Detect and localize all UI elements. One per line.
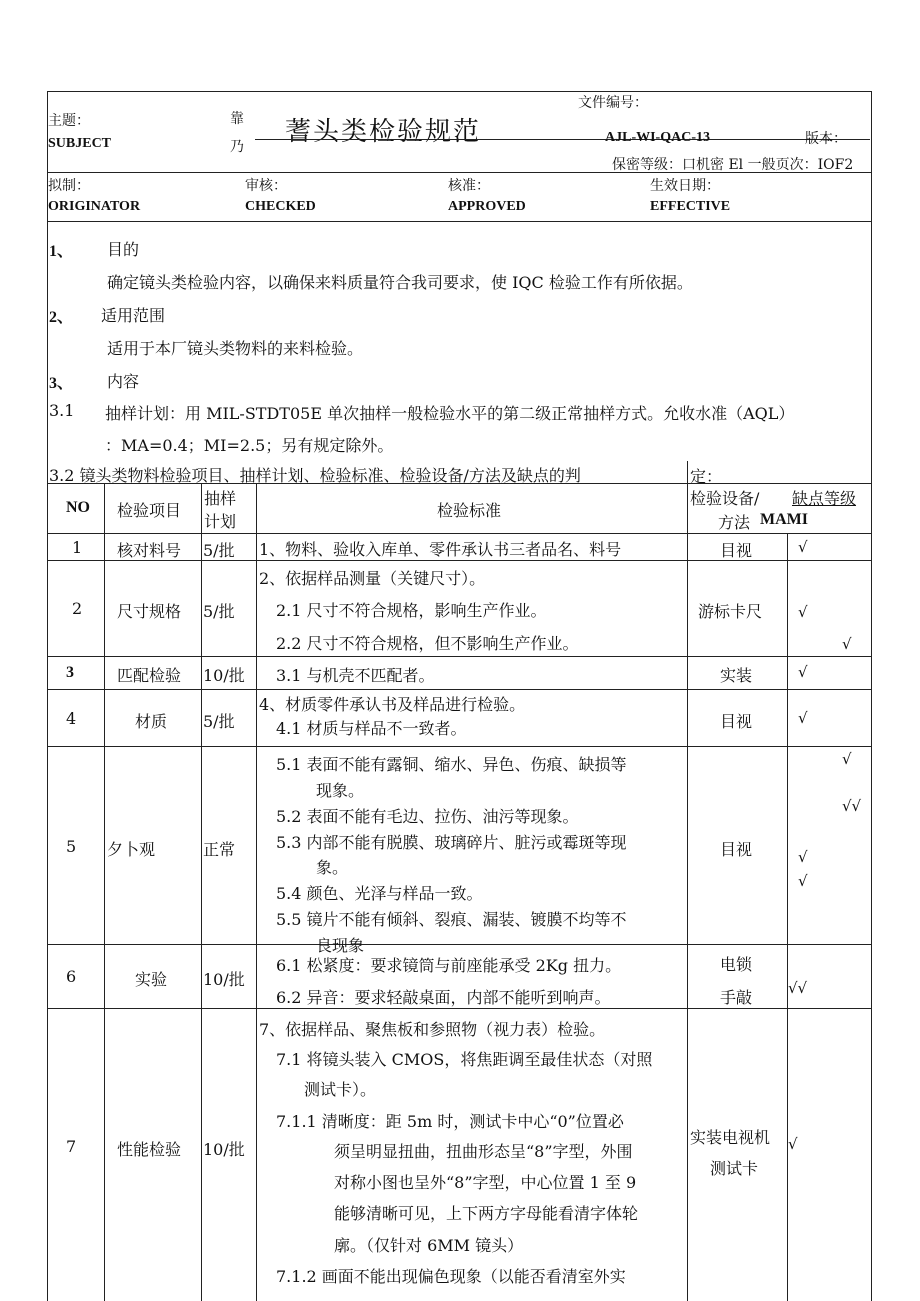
col-equip-header: 检验设备/ [690, 489, 760, 508]
section-2-title: 适用范围 [101, 306, 166, 325]
row-5-no: 5 [66, 837, 77, 856]
row-2-item: 尺寸规格 [117, 602, 182, 621]
nai-char: 乃 [230, 139, 244, 155]
version-label: 版本： [805, 131, 847, 147]
col-mami-header: MAMI [760, 511, 808, 528]
row-2-standard-2: 2.2 尺寸不符合规格，但不影响生产作业。 [276, 634, 579, 653]
row-6-no: 6 [66, 967, 77, 986]
row-4-check-ma: √ [798, 709, 808, 727]
row-5-plan: 正常 [203, 840, 236, 859]
section-1-title: 目的 [107, 240, 140, 259]
row-4-standard-1: 4.1 材质与样品不一致者。 [276, 719, 467, 738]
subject-label-cn: 主题： [48, 113, 90, 129]
row-1-plan: 5/批 [203, 541, 235, 560]
row-1-no: 1 [72, 538, 83, 557]
section-3-1-number: 3.1 [49, 401, 75, 420]
section-3-1-text: 抽样计划：用 MIL-STDT05E 单次抽样一般检验水平的第二级正常抽样方式。允收水准（AQL） [105, 404, 795, 423]
row-5-check-1: √ [842, 750, 852, 768]
doc-code-clip [605, 130, 745, 145]
kao-char: 靠 [230, 111, 244, 127]
row-6-standard-2: 6.2 异音：要求轻敲桌面，内部不能听到响声。 [276, 988, 611, 1007]
doc-no-label: 文件编号： [578, 95, 648, 111]
approved-label-cn: 核准： [448, 178, 490, 194]
checked-label-cn: 审核： [245, 178, 287, 194]
row-7-no: 7 [66, 1137, 77, 1156]
col-grade-header: 缺点等级 [792, 489, 857, 508]
document-code: AJL-WI-QAC-13 [605, 130, 710, 145]
row-5-standard-4: 5.4 颜色、光泽与样品一致。 [276, 884, 483, 903]
row-5-check-3: √ [798, 848, 808, 866]
row-2-no: 2 [72, 599, 83, 618]
row-6-equipment-2: 手敲 [720, 988, 753, 1007]
originator-label-cn: 拟制： [48, 178, 90, 194]
row-2-plan: 5/批 [203, 602, 235, 621]
effective-label-en: EFFECTIVE [650, 199, 731, 214]
row-1-standard: 1、物料、验收入库单、零件承认书三者品名、料号 [259, 540, 622, 559]
col-item-header: 检验项目 [117, 501, 182, 520]
row-2-standard-1: 2.1 尺寸不符合规格，影响生产作业。 [276, 601, 547, 620]
originator-label-en: ORIGINATOR [48, 199, 141, 214]
title-clip [285, 109, 525, 147]
section-1-text: 确定镜头类检验内容，以确保来料质量符合我司要求，使 IQC 检验工作有所依据。 [107, 273, 693, 292]
document-title: 蓍头类检验规范 [285, 117, 482, 147]
effective-label-cn: 生效日期： [650, 178, 720, 194]
row-7-standard-3: 7.1.2 画面不能出现偏色现象（以能否看清室外实 [276, 1267, 626, 1286]
row-3-plan: 10/批 [203, 666, 245, 685]
row-6-plan: 10/批 [203, 970, 245, 989]
col-standard-header: 检验标准 [437, 501, 502, 520]
row-7-equipment-1: 实装电视机 [690, 1128, 771, 1147]
row-5-standard-3b: 象。 [316, 858, 349, 877]
row-5-check-2: √√ [842, 797, 862, 815]
row-2-check-mi: √ [842, 635, 852, 653]
row-7-item: 性能检验 [117, 1140, 182, 1159]
row-6-check: √√ [788, 979, 808, 997]
row-7-standard-0: 7、依据样品、聚焦板和参照物（视力表）检验。 [259, 1020, 606, 1039]
row-5-equipment: 目视 [720, 840, 753, 859]
row-7-standard-2b: 须呈明显扭曲，扭曲形态呈“8”字型，外围 [334, 1142, 633, 1161]
row-5-standard-1a: 5.1 表面不能有露铜、缩水、异色、伤痕、缺损等 [276, 755, 627, 774]
row-3-check-ma: √ [798, 663, 808, 681]
row-5-standard-5b-clip [316, 933, 436, 955]
subject-label-en: SUBJECT [48, 136, 112, 151]
row-7-standard-2a: 7.1.1 清晰度：距 5m 时，测试卡中心“0”位置必 [276, 1112, 624, 1131]
row-2-equipment: 游标卡尺 [698, 602, 763, 621]
row-3-no: 3 [66, 664, 74, 681]
row-1-equipment: 目视 [720, 541, 753, 560]
row-6-item: 实验 [135, 970, 168, 989]
section-3-title: 内容 [107, 372, 140, 391]
row-7-standard-2c: 对称小图也呈外“8”字型，中心位置 1 至 9 [334, 1173, 637, 1192]
row-6-equipment-1: 电锁 [720, 955, 753, 974]
row-4-no: 4 [66, 709, 77, 728]
row-5-standard-3a: 5.3 内部不能有脱膜、玻璃碎片、脏污或霉斑等现 [276, 833, 627, 852]
row-7-standard-2e: 廓。（仅针对 6MM 镜头） [334, 1236, 524, 1255]
section-3-2-text-end: 定： [690, 467, 723, 486]
row-3-item: 匹配检验 [117, 666, 182, 685]
row-3-equipment: 实装 [720, 666, 753, 685]
approved-label-en: APPROVED [448, 199, 526, 214]
row-7-standard-1b: 测试卡）。 [304, 1080, 377, 1099]
section-1-number: 1、 [49, 243, 74, 260]
col-method-header: 方法 [718, 513, 751, 532]
row-2-check-ma: √ [798, 603, 808, 621]
row-5-standard-5b: 良现象 [316, 936, 365, 955]
row-4-plan: 5/批 [203, 712, 235, 731]
row-5-standard-1b: 现象。 [316, 781, 365, 800]
row-5-item: 夕卜观 [107, 840, 156, 859]
section-3-number: 3、 [49, 375, 74, 392]
row-2-standard-0: 2、依据样品测量（关键尺寸）。 [259, 569, 486, 588]
row-4-item: 材质 [135, 712, 168, 731]
section-3-2-text: 3.2 镜头类物料检验项目、抽样计划、检验标准、检验设备/方法及缺点的判 [49, 466, 581, 485]
row-7-equipment-2: 测试卡 [710, 1159, 759, 1178]
row-5-standard-2: 5.2 表面不能有毛边、拉伤、油污等现象。 [276, 807, 579, 826]
section-2-text: 适用于本厂镜头类物料的来料检验。 [107, 339, 364, 358]
section-2-number: 2、 [49, 309, 74, 326]
row-7-check: √ [788, 1135, 798, 1153]
row-7-plan: 10/批 [203, 1140, 245, 1159]
row-1-item: 核对料号 [117, 541, 182, 560]
row-5-check-4: √ [798, 872, 808, 890]
row-7-standard-2d: 能够清晰可见，上下两方字母能看清字体轮 [334, 1204, 639, 1223]
secrecy-pages: 保密等级：口机密 El 一般页次：IOF2 [612, 157, 854, 173]
checked-label-en: CHECKED [245, 199, 316, 214]
row-4-standard-0: 4、材质零件承认书及样品进行检验。 [259, 695, 526, 714]
row-6-standard-1: 6.1 松紧度：要求镜筒与前座能承受 2Kg 扭力。 [276, 956, 622, 975]
col-plan-header-1: 抽样 [204, 489, 237, 508]
section-3-1-text-2: ：MA=0.4；MI=2.5；另有规定除外。 [105, 436, 394, 455]
col-no-header: NO [66, 499, 90, 516]
row-5-standard-5a: 5.5 镜片不能有倾斜、裂痕、漏装、镀膜不均等不 [276, 910, 627, 929]
row-4-equipment: 目视 [720, 712, 753, 731]
col-plan-header-2: 计划 [204, 512, 237, 531]
version-clip [805, 130, 865, 147]
row-7-standard-1a: 7.1 将镜头装入 CMOS，将焦距调至最佳状态（对照 [276, 1050, 653, 1069]
row-1-check-ma: √ [798, 538, 808, 556]
row-3-standard: 3.1 与机壳不匹配者。 [276, 666, 435, 685]
